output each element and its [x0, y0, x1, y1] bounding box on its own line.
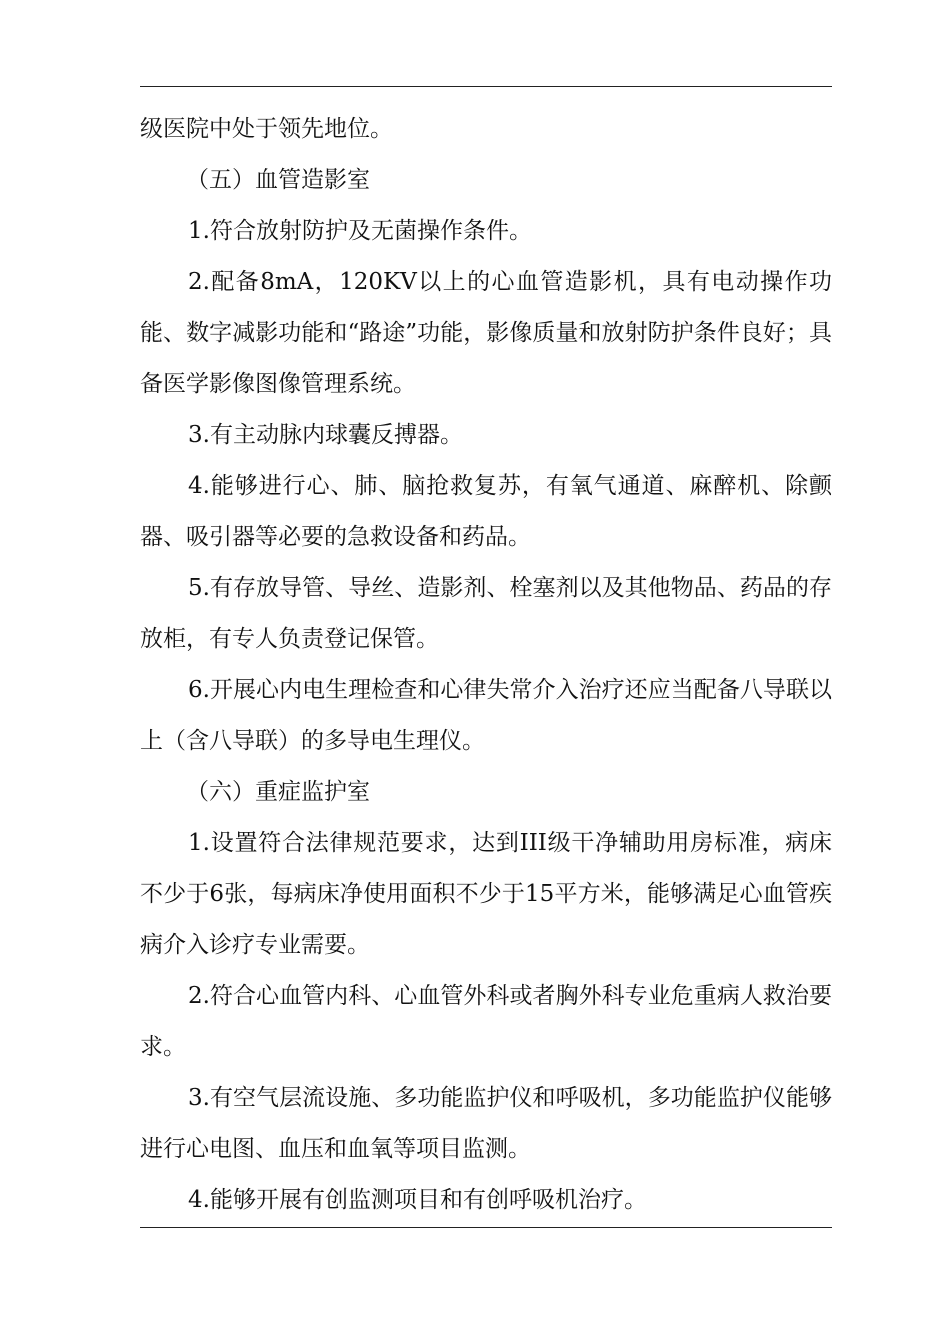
- list-item: 3.有空气层流设施、多功能监护仪和呼吸机，多功能监护仪能够进行心电图、血压和血氧等项目监测。: [140, 1085, 832, 1162]
- paragraph-continuation: 级医院中处于领先地位。: [140, 116, 393, 142]
- list-item: 1.设置符合法律规范要求，达到III级干净辅助用房标准，病床不少于6张，每病床净使用面积不少于15平方米，能够满足心血管疾病介入诊疗专业需要。: [140, 830, 832, 958]
- section-heading-icu: （六）重症监护室: [186, 779, 370, 805]
- section-heading-angiography-room: （五）血管造影室: [186, 167, 370, 193]
- header-rule: [140, 86, 832, 87]
- list-item: 3.有主动脉内球囊反搏器。: [188, 422, 463, 448]
- list-item: 6.开展心内电生理检查和心律失常介入治疗还应当配备八导联以上（含八导联）的多导电生理仪。: [140, 677, 832, 754]
- list-item: 4.能够进行心、肺、脑抢救复苏，有氧气通道、麻醉机、除颤器、吸引器等必要的急救设备和药品。: [140, 473, 832, 550]
- footer-rule: [140, 1227, 832, 1228]
- document-body: [140, 104, 832, 1226]
- list-item: 5.有存放导管、导丝、造影剂、栓塞剂以及其他物品、药品的存放柜，有专人负责登记保管。: [140, 575, 832, 652]
- list-item: 2.配备8mA，120KV以上的心血管造影机，具有电动操作功能、数字减影功能和“路途”功能，影像质量和放射防护条件良好；具备医学影像图像管理系统。: [140, 269, 832, 397]
- list-item: 2.符合心血管内科、心血管外科或者胸外科专业危重病人救治要求。: [140, 983, 832, 1060]
- list-item: 4.能够开展有创监测项目和有创呼吸机治疗。: [188, 1187, 647, 1213]
- list-item: 1.符合放射防护及无菌操作条件。: [188, 218, 532, 244]
